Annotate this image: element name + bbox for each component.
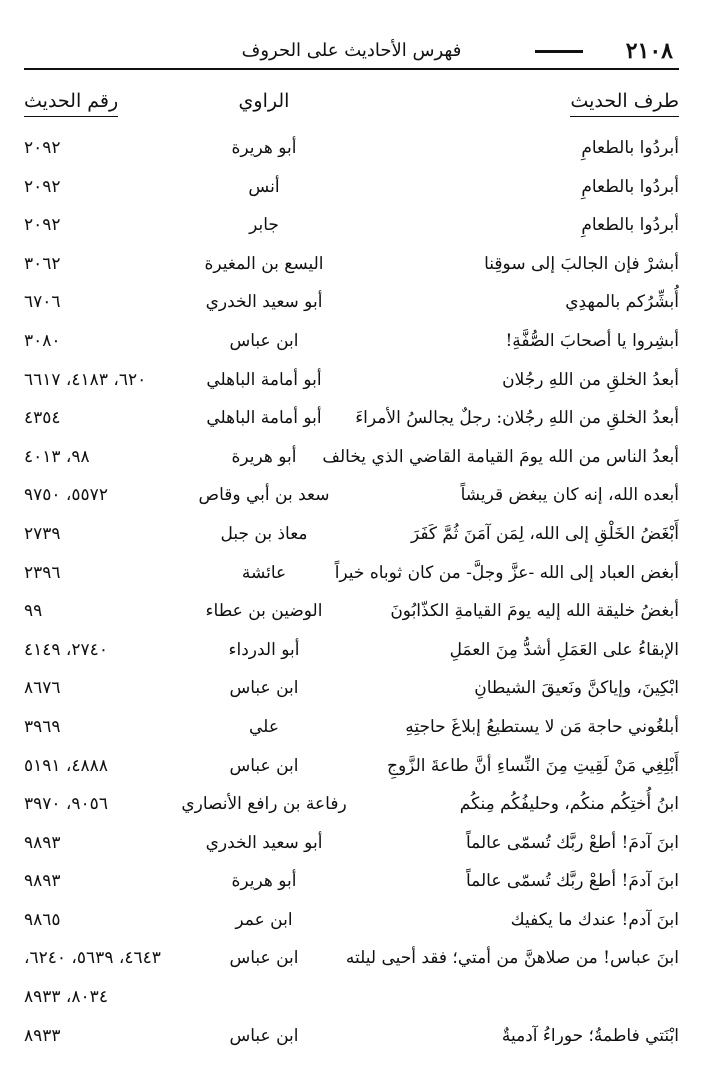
hadith-number-cell: ٩٨٩٣: [24, 871, 61, 892]
narrator-cell: علي: [249, 716, 279, 737]
hadith-end-cell: أبغضُ خليقة الله إليه يومَ القيامةِ الكذّابُونَ: [390, 601, 679, 622]
table-row: [24, 290, 679, 329]
hadith-number-cell: ٦٢٠، ٤١٨٣، ٦٦١٧: [24, 369, 147, 390]
hadith-end-cell: أبعدُ الناس من الله يومَ القيامة القاضي الذي يخالف: [322, 446, 679, 467]
table-row: [24, 445, 679, 484]
narrator-cell: أنس: [248, 176, 280, 197]
hadith-number-cell: ٢٣٩٦: [24, 562, 61, 583]
hadith-end-cell: أبردُوا بالطعامِ: [581, 138, 679, 158]
hadith-end-cell: ابنَ عباس! من صلاهنَّ من أمتي؛ فقد أحيى ليلته: [345, 948, 679, 969]
hadith-end-cell: أبغض العباد إلى الله -عزَّ وجلَّ- من كان ثوباه خيراً: [334, 562, 679, 583]
narrator-cell: أبو أمامة الباهلي: [206, 369, 322, 390]
hadith-number-cell: ٩٠٥٦، ٣٩٧٠: [24, 794, 108, 815]
table-row: [24, 715, 679, 754]
table-row: [24, 329, 679, 368]
hadith-number-cell: ٨٩٣٣: [24, 1025, 61, 1046]
table-row: [24, 792, 679, 831]
table-row: [24, 252, 679, 291]
table-row: [24, 754, 679, 793]
hadith-end-cell: أَبْغَضُ الخَلْقِ إلى الله، لِمَن آمَنَ ثُمَّ كَفَرَ: [410, 523, 679, 544]
column-header-narrator: الراوي: [238, 90, 290, 112]
hadith-number-cell: ٣٩٦٩: [24, 716, 61, 737]
table-row: [24, 908, 679, 947]
hadith-end-cell: أبردُوا بالطعامِ: [581, 176, 679, 197]
table-row: [24, 676, 679, 715]
hadith-number-cell: ٣٠٨٠: [24, 330, 61, 351]
hadith-number-cell: ٩٨٦٥: [24, 909, 61, 930]
narrator-cell: ابن عمر: [235, 909, 293, 930]
table-row: [24, 831, 679, 870]
hadith-number-cell: ٦٧٠٦: [24, 292, 61, 313]
hadith-end-cell: أُبشِّرُكم بالمهدِي: [565, 292, 679, 313]
narrator-cell: ابن عباس: [229, 948, 299, 969]
hadith-end-cell: أبعدُ الخلقِ من اللهِ رجُلان: رجلٌ يجالسُ الأمراءَ: [355, 408, 679, 429]
hadith-end-cell: ابنَ آدم! عندك ما يكفيك: [510, 909, 679, 930]
table-row: [24, 985, 679, 1024]
narrator-cell: أبو الدرداء: [228, 639, 300, 660]
table-row: [24, 522, 679, 561]
running-title: فهرس الأحاديث على الحروف: [241, 40, 462, 61]
narrator-cell: جابر: [249, 215, 279, 236]
column-header-hadith-end: طرف الحديث: [570, 90, 679, 117]
hadith-end-cell: ابْكِينَ، وإياكنَّ ونَعيقَ الشيطانِ: [474, 678, 679, 699]
table-row: [24, 1024, 679, 1063]
table-row: [24, 483, 679, 522]
narrator-cell: أبو هريرة: [231, 138, 297, 158]
hadith-number-cell: ٨٦٧٦: [24, 678, 61, 699]
table-row: [24, 175, 679, 214]
narrator-cell: ابن عباس: [229, 755, 299, 776]
hadith-index-table: [24, 136, 679, 1062]
column-headers: [24, 90, 679, 124]
column-header-hadith-number: رقم الحديث: [24, 90, 118, 117]
narrator-cell: عائشة: [241, 562, 287, 583]
hadith-number-cell: ٢٠٩٢: [24, 176, 61, 197]
hadith-end-cell: ابنُ أُختِكُم منكُم، وحليفُكُم مِنكُم: [459, 794, 679, 815]
hadith-end-cell: أبعده الله، إنه كان يبغض قريشاً: [460, 485, 679, 506]
table-row: [24, 561, 679, 600]
narrator-cell: ابن عباس: [229, 1025, 299, 1046]
hadith-number-cell: ٥٥٧٢، ٩٧٥٠: [24, 485, 108, 506]
table-row: [24, 406, 679, 445]
hadith-end-cell: الإبقاءُ على العَمَلِ أشدُّ مِنَ العمَلِ: [449, 639, 679, 660]
narrator-cell: رفاعة بن رافع الأنصاري: [181, 794, 347, 815]
narrator-cell: ابن عباس: [229, 330, 299, 351]
narrator-cell: معاذ بن جبل: [220, 523, 308, 544]
hadith-number-cell: ٢٠٩٢: [24, 138, 61, 158]
table-row: [24, 869, 679, 908]
hadith-number-cell: ٤٣٥٤: [24, 408, 61, 429]
hadith-end-cell: أبلغُوني حاجة مَن لا يستطيعُ إبلاغَ حاجتِهِ: [405, 716, 679, 737]
narrator-cell: أبو سعيد الخدري: [205, 292, 323, 313]
hadith-number-cell: ٩٩: [24, 601, 43, 622]
page-header: [24, 36, 679, 68]
hadith-number-cell: ٢٧٣٩: [24, 523, 61, 544]
narrator-cell: الوضين بن عطاء: [205, 601, 323, 622]
hadith-number-cell: ٢٠٩٢: [24, 215, 61, 236]
narrator-cell: أبو سعيد الخدري: [205, 832, 323, 853]
hadith-end-cell: أبردُوا بالطعامِ: [581, 215, 679, 236]
hadith-end-cell: ابْنَتي فاطمةُ؛ حوراءُ آدميةٌ: [501, 1025, 679, 1046]
narrator-cell: أبو هريرة: [231, 871, 297, 892]
hadith-end-cell: أبعدُ الخلقِ من اللهِ رجُلان: [502, 369, 679, 390]
hadith-end-cell: أبشِروا يا أصحابَ الصُّفَّةِ!: [505, 330, 679, 351]
table-row: [24, 638, 679, 677]
hadith-number-cell: ٨٠٣٤، ٨٩٣٣: [24, 987, 108, 1008]
narrator-cell: سعد بن أبي وقاص: [198, 485, 330, 506]
hadith-end-cell: أبشرْ فإن الجالبَ إلى سوقِنا: [484, 253, 679, 274]
hadith-number-cell: ٤٦٤٣، ٥٦٣٩، ٦٢٤٠،: [24, 948, 161, 969]
hadith-end-cell: أَبْلِغِي مَنْ لَقِيتِ مِنَ النِّساءِ أنَّ طاعةَ الزَّوجِ: [387, 755, 679, 776]
table-row: [24, 946, 679, 985]
table-row: [24, 599, 679, 638]
hadith-number-cell: ٩٨، ٤٠١٣: [24, 446, 90, 467]
narrator-cell: ابن عباس: [229, 678, 299, 699]
page-number: ٢١٠٨: [625, 38, 673, 64]
table-row: [24, 213, 679, 252]
narrator-cell: اليسع بن المغيرة: [204, 253, 324, 274]
hadith-end-cell: ابنَ آدمَ! أطعْ ربَّك تُسمّى عالماً: [465, 832, 679, 853]
narrator-cell: أبو أمامة الباهلي: [206, 408, 322, 429]
narrator-cell: أبو هريرة: [231, 446, 297, 467]
hadith-number-cell: ٣٠٦٢: [24, 253, 61, 274]
header-rule: [24, 68, 679, 70]
hadith-number-cell: ٢٧٤٠، ٤١٤٩: [24, 639, 108, 660]
hadith-number-cell: ٩٨٩٣: [24, 832, 61, 853]
hadith-number-cell: ٤٨٨٨، ٥١٩١: [24, 755, 108, 776]
hadith-end-cell: ابنَ آدمَ! أطعْ ربَّك تُسمّى عالماً: [465, 871, 679, 892]
table-row: [24, 136, 679, 175]
table-row: [24, 368, 679, 407]
